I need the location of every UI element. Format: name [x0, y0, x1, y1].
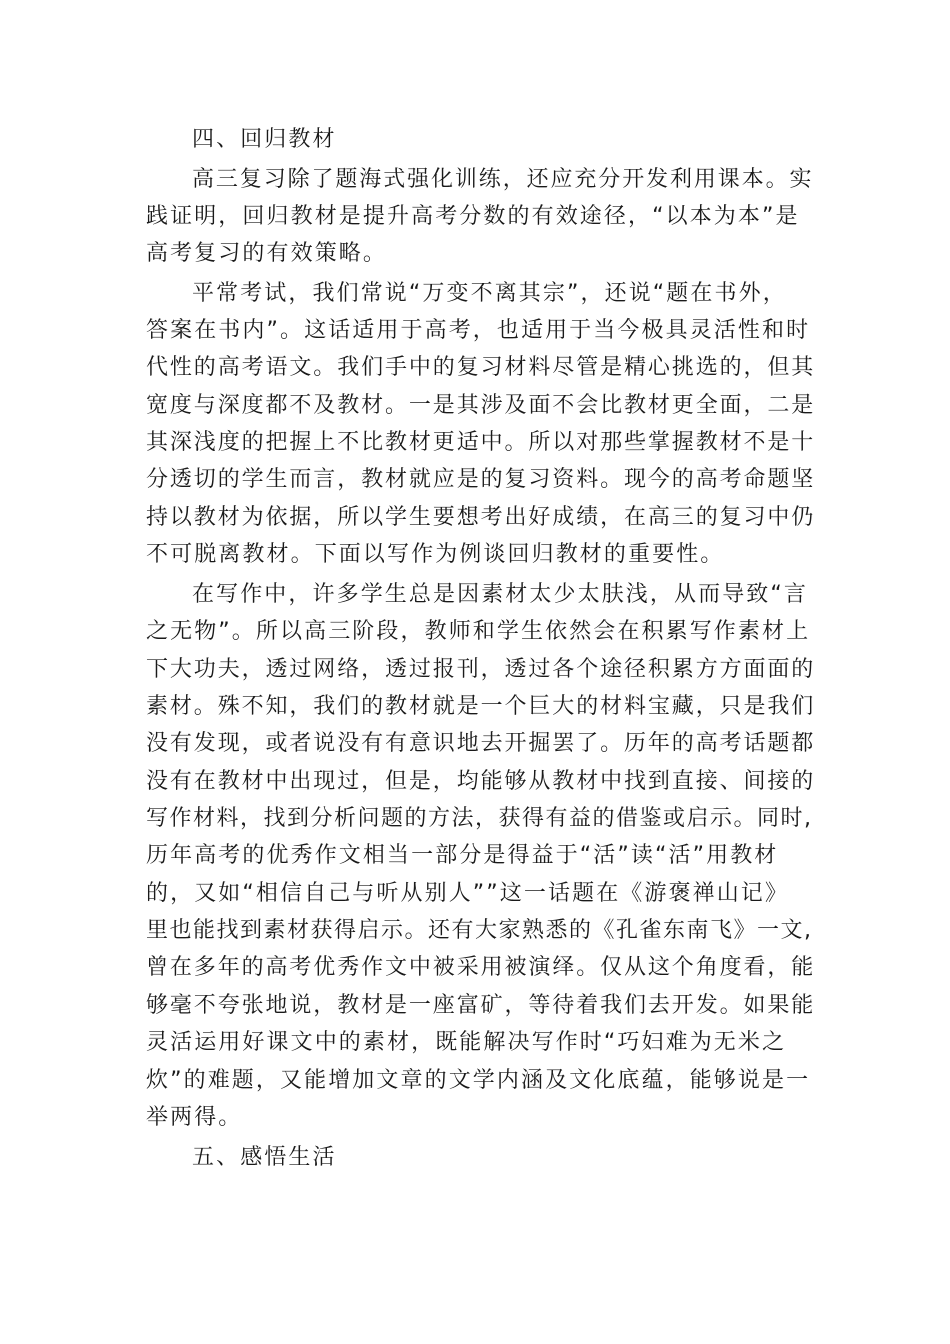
text-line: 没有在教材中出现过，但是，均能够从教材中找到直接、间接的	[146, 769, 816, 794]
text-line: 分透切的学生而言，教材就应是的复习资料。现今的高考命题坚	[146, 467, 816, 492]
text-line: 炊”的难题，又能增加文章的文学内涵及文化底蕴，能够说是一	[146, 1068, 811, 1093]
text-line: 灵活运用好课文中的素材，既能解决写作时“巧妇难为无米之	[146, 1030, 787, 1055]
text-line: 宽度与深度都不及教材。一是其涉及面不会比教材更全面，二是	[146, 393, 816, 418]
section-heading-5: 五、感悟生活	[192, 1145, 337, 1170]
text-line: 的，又如“相信自己与听从别人””这一话题在《游褒禅山记》	[146, 881, 789, 906]
text-line: 不可脱离教材。下面以写作为例谈回归教材的重要性。	[146, 542, 725, 567]
text-line: 下大功夫，透过网络，透过报刊，透过各个途径积累方方面面的	[146, 657, 816, 682]
text-line: 答案在书内”。这话适用于高考，也适用于当今极具灵活性和时	[146, 318, 811, 343]
text-line: 持以教材为依据，所以学生要想考出好成绩，在高三的复习中仍	[146, 505, 816, 530]
text-line: 素材。殊不知，我们的教材就是一个巨大的材料宝藏，只是我们	[146, 694, 816, 719]
text-line: 平常考试，我们常说“万变不离其宗”，还说“题在书外，	[192, 281, 787, 306]
text-line: 曾在多年的高考优秀作文中被采用被演绎。仅从这个角度看，能	[146, 955, 816, 980]
text-line: 践证明，回归教材是提升高考分数的有效途径，“以本为本”是	[146, 204, 800, 229]
text-line: 够毫不夸张地说，教材是一座富矿，等待着我们去开发。如果能	[146, 993, 816, 1018]
text-line: 之无物”。所以高三阶段，教师和学生依然会在积累写作素材上	[146, 619, 811, 644]
text-line: 没有发现，或者说没有有意识地去开掘罢了。历年的高考话题都	[146, 731, 816, 756]
text-line: 其深浅度的把握上不比教材更适中。所以对那些掌握教材不是十	[146, 430, 816, 455]
text-line: 举两得。	[146, 1105, 243, 1130]
text-line: 写作材料，找到分析问题的方法，获得有益的借鉴或启示。同时,	[146, 806, 813, 831]
text-line: 高三复习除了题海式强化训练，还应充分开发利用课本。实	[192, 167, 814, 192]
section-heading-4: 四、回归教材	[192, 127, 337, 152]
text-line: 历年高考的优秀作文相当一部分是得益于“活”读“活”用教材	[146, 843, 779, 868]
text-line: 高考复习的有效策略。	[146, 241, 388, 266]
text-line: 里也能找到素材获得启示。还有大家熟悉的《孔雀东南飞》一文,	[146, 918, 813, 943]
text-line: 代性的高考语文。我们手中的复习材料尽管是精心挑选的，但其	[146, 355, 816, 380]
text-line: 在写作中，许多学生总是因素材太少太肤浅，从而导致“言	[192, 582, 808, 607]
